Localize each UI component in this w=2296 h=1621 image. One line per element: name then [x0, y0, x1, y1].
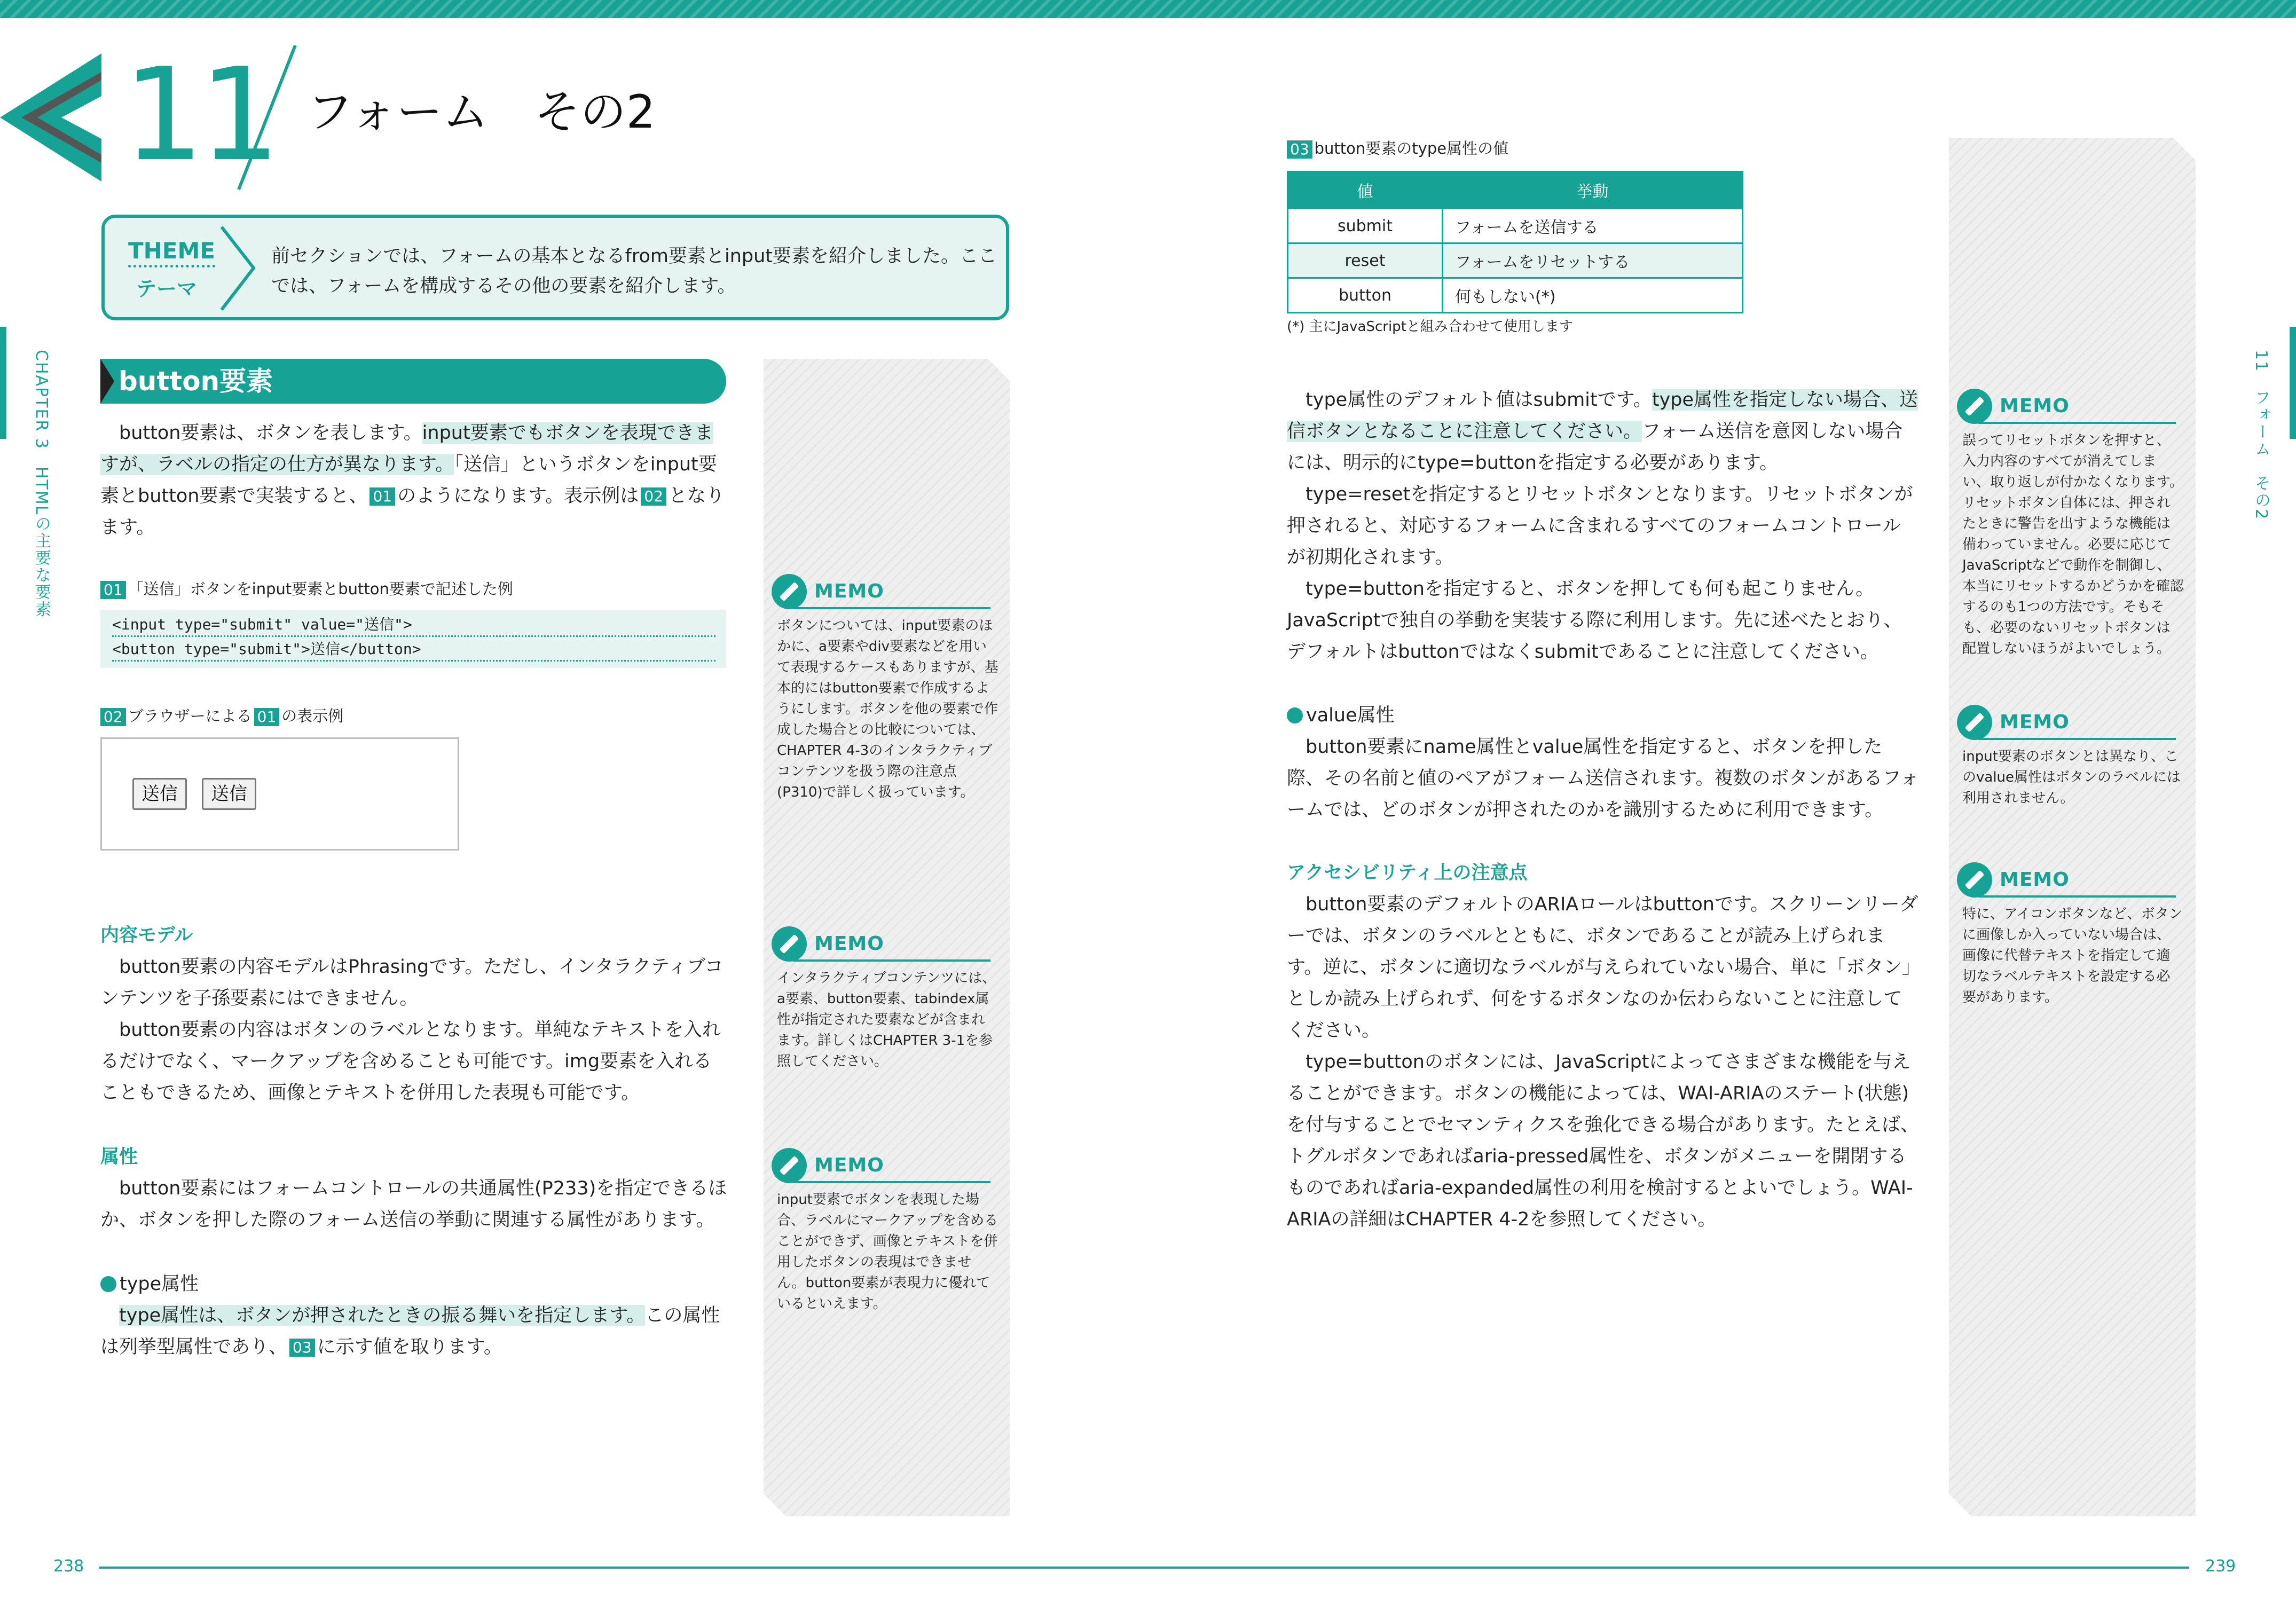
page-number-left: 238 — [53, 1557, 84, 1576]
accessibility-text: button要素のデフォルトのARIAロールはbuttonです。スクリーンリーダーでは、ボタンのラベルとともに、ボタンであることが読み上げられます。逆に、ボタンに適切なラベルが与えられていない場合、単に「ボタン」としか読み上げられず、何をするボタンなのか伝わらないことに注意してください。 type=buttonのボタンには、JavaScriptによってさまざまな機能を与えることができます。ボタンの機能によっては、WAI-ARIAのステート(状態)を付与することでセマンティクスを強化できる場合があります。たとえば、トグルボタンであればaria-pressed属性を、ボタンがメニューを開閉するものであればaria-expanded属性の利用を検討するとよいでしょう。WAI-ARIAの詳細はCHAPTER 4-2を参照してください。 — [1287, 894, 1920, 1230]
memo-column-right — [1949, 138, 2196, 1516]
memo-underline — [1978, 738, 2176, 740]
table-header-behavior: 挙動 — [1443, 172, 1743, 209]
type-default-text: type属性のデフォルト値はsubmitです。type属性を指定しない場合、送信ボタンとなることに注意してください。フォーム送信を意図しない場合には、明示的にtype=buttonを指定する必要があります。 type=resetを指定するとリセットボタンとなります。リセットボタンが押されると、対応するフォームに含まれるすべてのフォームコントロールが初期化されます。 type=buttonを指定すると、ボタンを押しても何も起こりません。JavaScriptで独自の挙動を実装する際に利用します。先に述べたとおり、デフォルトはbuttonではなくsubmitであることに注意してください。 — [1287, 389, 1918, 663]
title-slash — [232, 43, 302, 192]
type-attr-heading: type属性 — [100, 1271, 199, 1297]
memo-label: MEMO — [2000, 711, 2070, 733]
memo-text: input要素でボタンを表現した場合、ラベルにマークアップを含めることができず、画像とテキストを併用したボタンの表現はできません。button要素が表現力に優れているといえます。 — [777, 1192, 998, 1312]
memo-text: input要素のボタンとは異なり、このvalue属性はボタンのラベルには利用されません。 — [1962, 749, 2181, 806]
memo-text: ボタンについては、input要素のほかに、a要素やdiv要素などを用いて表現するケースもありますが、基本的にはbutton要素で作成するようにします。ボタンを他の要素で作成した場合との比較については、CHAPTER 4-3のインタラクティブコンテンツを扱う際の注意点(P310)で詳しく扱っています。 — [777, 618, 998, 800]
code-line-1: <input type="submit" value="送信"> — [112, 614, 715, 637]
footer-line-right — [1135, 1567, 2189, 1569]
input-submit-button[interactable]: 送信 — [132, 778, 187, 810]
chevron-left-icon — [0, 51, 107, 184]
table-header-value: 値 — [1288, 172, 1443, 209]
memo-pencil-icon — [1957, 389, 1992, 424]
memo-pencil-icon — [772, 574, 807, 609]
memo-underline — [793, 1181, 990, 1183]
memo-pencil-icon — [1957, 705, 1992, 740]
table-caption: 03 button要素のtype属性の値 — [1287, 138, 1508, 159]
theme-chevron-icon — [216, 224, 259, 312]
value-attr-text: button要素にname属性とvalue属性を指定すると、ボタンを押した際、その名前と値のペアがフォーム送信されます。複数のボタンがあるフォームでは、どのボタンが押されたのかを識別するために利用できます。 — [1287, 736, 1919, 821]
figure-01-caption: 01 「送信」ボタンをinput要素とbutton要素で記述した例 — [100, 578, 513, 600]
table-row: submit フォームを送信する — [1288, 209, 1743, 243]
value-attr-heading: value属性 — [1287, 702, 1395, 729]
attributes-text: button要素にはフォームコントロールの共通属性(P233)を指定できるほか、ボタンを押した際のフォーム送信の挙動に関連する属性があります。 — [100, 1178, 727, 1231]
section-heading: button要素 — [119, 366, 273, 397]
table-note: (*) 主にJavaScriptと組み合わせて使用します — [1287, 319, 1573, 335]
theme-label-en: THEME — [128, 238, 215, 267]
theme-text: 前セクションでは、フォームの基本となるfrom要素とinput要素を紹介しました。ここでは、フォームを構成するその他の要素を紹介します。 — [271, 246, 997, 297]
theme-label-ja: テーマ — [136, 277, 198, 301]
accessibility-heading: アクセシビリティ上の注意点 — [1287, 862, 1528, 884]
button-submit-button[interactable]: 送信 — [202, 778, 256, 810]
memo-label: MEMO — [2000, 869, 2070, 891]
memo-pencil-icon — [772, 1148, 807, 1183]
memo-text: インタラクティブコンテンツには、a要素、button要素、tabindex属性が指定された要素などが含まれます。詳しくはCHAPTER 3-1を参照してください。 — [777, 970, 996, 1069]
code-line-2: <button type="submit">送信</button> — [112, 639, 715, 662]
memo-underline — [1978, 895, 2176, 898]
memo-underline — [793, 607, 990, 609]
type-values-table — [1287, 171, 1743, 313]
intro-paragraph: button要素は、ボタンを表します。input要素でもボタンを表現できますが、ラベルの指定の仕方が異なります。「送信」というボタンをinput要素とbutton要素で実装すると、 01 のようになります。表示例は 02 となります。 — [100, 422, 725, 538]
side-section-label: 11 フォーム その2 — [2252, 350, 2270, 521]
memo-pencil-icon — [772, 926, 807, 962]
side-chapter-label: CHAPTER 3 HTMLの主要な要素 — [32, 350, 51, 618]
bullet-dot-icon — [100, 1276, 116, 1292]
memo-label: MEMO — [814, 933, 884, 955]
memo-label: MEMO — [814, 1154, 884, 1176]
section-heading-marker — [100, 359, 114, 404]
memo-text: 誤ってリセットボタンを押すと、入力内容のすべてが消えてしまい、取り返しが付かなくなります。リセットボタン自体には、押されたときに警告を出すような機能は備わっていません。必要に応じてJavaScriptなどで動作を制御し、本当にリセットするかどうかを確認するのも1つの方法です。そもそも、必要のないリセットボタンは配置しないほうがよいでしょう。 — [1962, 432, 2184, 657]
memo-label: MEMO — [814, 580, 884, 602]
footer-line-left — [99, 1567, 1164, 1569]
attributes-heading: 属性 — [100, 1146, 138, 1168]
chapter-number: 11 — [123, 40, 276, 190]
table-row: reset フォームをリセットする — [1288, 243, 1743, 278]
content-model-heading: 内容モデル — [100, 925, 193, 946]
memo-underline — [793, 959, 990, 962]
type-attr-text: type属性は、ボタンが押されたときの振る舞いを指定します。この属性は列挙型属性であり、 03 に示す値を取ります。 — [100, 1305, 720, 1358]
content-model-text: button要素の内容モデルはPhrasingです。ただし、インタラクティブコンテンツを子孫要素にはできません。 button要素の内容はボタンのラベルとなります。単純なテキストを入れるだけでなく、マークアップを含めることも可能です。img要素を入れることもできるため、画像とテキストを併用した表現も可能です。 — [100, 956, 724, 1104]
page-title: フォーム その2 — [307, 85, 656, 139]
memo-text: 特に、アイコンボタンなど、ボタンに画像しか入っていない場合は、画像に代替テキストを指定して適切なラベルテキストを設定する必要があります。 — [1962, 906, 2183, 1005]
page-number-right: 239 — [2205, 1557, 2236, 1576]
memo-underline — [1978, 422, 2176, 424]
memo-pencil-icon — [1957, 862, 1992, 898]
side-tab-right — [2290, 327, 2296, 439]
side-tab-left — [0, 327, 6, 439]
table-row: button 何もしない(*) — [1288, 278, 1743, 313]
bullet-dot-icon — [1287, 707, 1303, 723]
figure-02-caption: 02 ブラウザーによる 01 の表示例 — [100, 705, 343, 727]
memo-label: MEMO — [2000, 395, 2070, 417]
top-decorative-bar — [0, 0, 2296, 18]
